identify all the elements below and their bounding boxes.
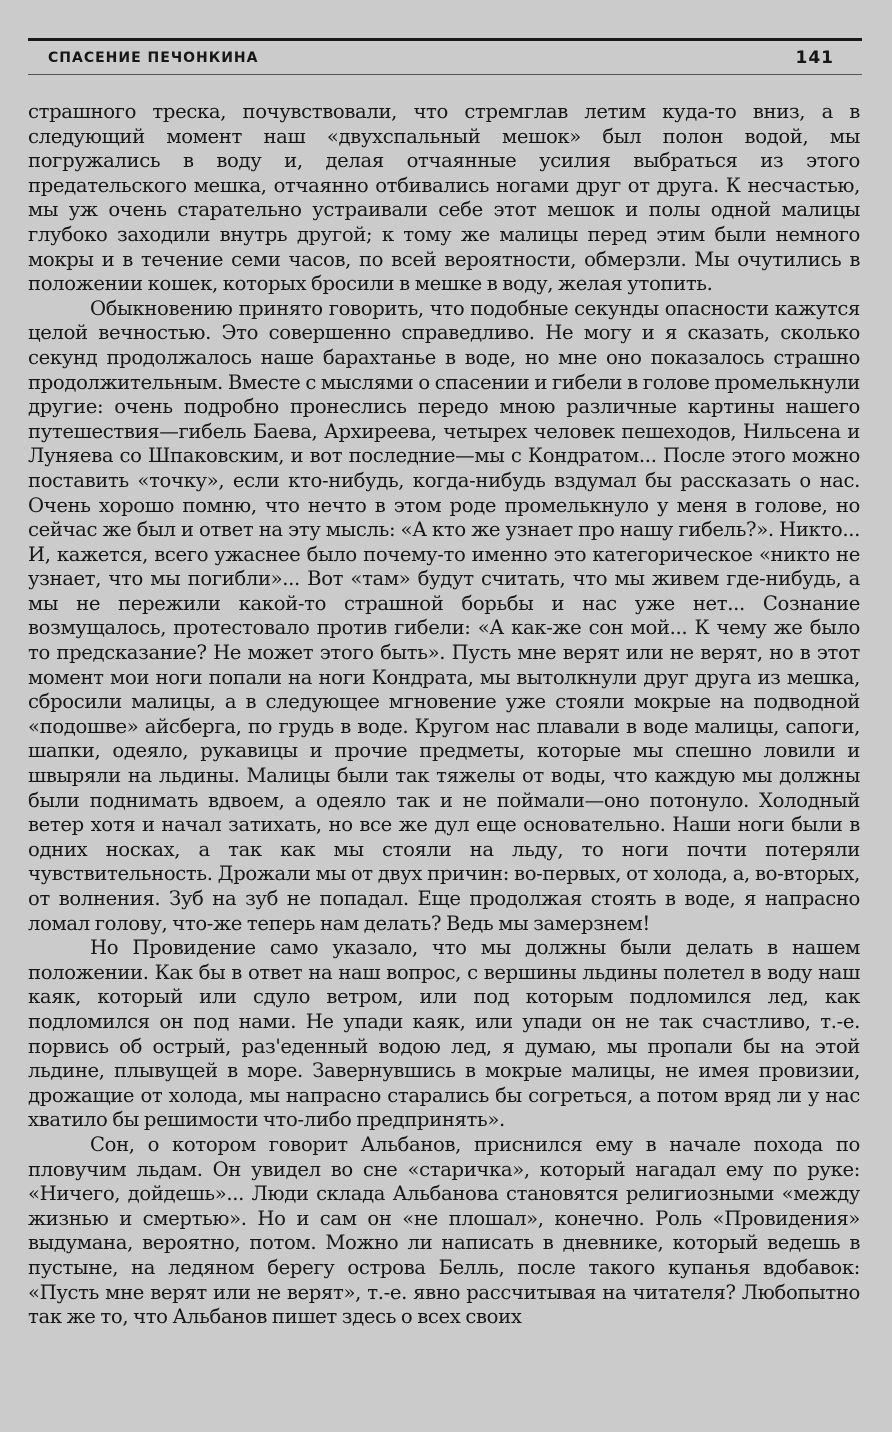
- header-rule: [28, 38, 862, 41]
- page-number: 141: [795, 48, 834, 68]
- paragraph-2: Обыкновению принято говорить, что подобные секунды опасности кажутся целой вечностью. Это совершенно справедливо. Не могу и я сказать, сколько секунд продолжалось наше барахтанье в воде, но мне оно показалось страшно продолжительным. Вместе с мыслями о спасении и гибели в голове промелькнули другие: очень подробно пронеслись передо мною различные картины нашего путешествия—гибель Баева, Архиреева, четырех человек пешеходов, Нильсена и Луняева со Шпаковским, и вот последние—мы с Кондратом... После этого можно поставить «точку», если кто-нибудь, когда-нибудь вздумал бы рассказать о нас. Очень хорошо помню, что нечто в этом роде промелькнуло у меня в голове, но сейчас же был и ответ на эту мысль: «А кто же узнает про нашу гибель?». Никто... И, кажется, всего ужаснее было почему-то именно это категорическое «никто не узнает, что мы погибли»... Вот «там» будут считать, что мы живем где-нибудь, а мы не пережили какой-то страшной борьбы и нас уже нет... Сознание возмущалось, протестовало против гибели: «А как-же сон мой... К чему же было то предсказание? Не может этого быть». Пусть мне верят или не верят, но в этот момент мои ноги попали на ноги Кондрата, мы вытолкнули друг друга из мешка, сбросили малицы, а в следующее мгновение уже стояли мокрые на подводной «подошве» айсберга, по грудь в воде. Кругом нас плавали в воде малицы, сапоги, шапки, одеяло, рукавицы и прочие предметы, которые мы спешно ловили и швыряли на льдины. Малицы были так тяжелы от воды, что каждую мы должны были поднимать вдвоем, а одеяло так и не поймали—оно потонуло. Холодный ветер хотя и начал затихать, но все же дул еще основательно. Наши ноги были в одних носках, а так как мы стояли на льду, то ноги почти потеряли чувствительность. Дрожали мы от двух причин: во-первых, от холода, а, во-вторых, от волнения. Зуб на зуб не попадал. Еще продолжая стоять в воде, я напрасно ломал голову, что-же теперь нам делать? Ведь мы замерзнем!: [28, 296, 860, 935]
- body-text: [28, 100, 860, 1330]
- header-divider: [28, 74, 862, 75]
- running-head: СПАСЕНИЕ ПЕЧОНКИНА: [48, 50, 259, 66]
- paragraph-3: Но Провидение само указало, что мы должны были делать в нашем положении. Как бы в ответ на наш вопрос, с вершины льдины полетел в воду наш каяк, который или сдуло ветром, или под которым подломился лед, как подломился он под нами. Не упади каяк, или упади он не так счастливо, т.-е. порвись об острый, раз'еденный водою лед, я думаю, мы пропали бы на этой льдине, плывущей в море. Завернувшись в мокрые малицы, не имея провизии, дрожащие от холода, мы напрасно старались бы согреться, а потом вряд ли у нас хватило бы решимости что-либо предпринять».: [28, 936, 860, 1132]
- paragraph-1: страшного треска, почувствовали, что стремглав летим куда-то вниз, а в следующий момент наш «двухспальный мешок» был полон водой, мы погружались в воду и, делая отчаянные усилия выбраться из этого предательского мешка, отчаянно отбивались ногами друг от друга. К несчастью, мы уж очень старательно устраивали себе этот мешок и полы одной малицы глубоко заходили внутрь другой; к тому же малицы перед этим были немного мокры и в течение семи часов, по всей вероятности, обмерзли. Мы очутились в положении кошек, которых бросили в мешке в воду, желая утопить.: [28, 100, 860, 296]
- paragraph-4: Сон, о котором говорит Альбанов, приснился ему в начале похода по пловучим льдам. Он увидел во сне «старичка», который нагадал ему по руке: «Ничего, дойдешь»... Люди склада Альбанова становятся религиозными «между жизнью и смертью». Но и сам он «не плошал», конечно. Роль «Провидения» выдумана, вероятно, потом. Можно ли написать в дневнике, который ведешь в пустыне, на ледяном берегу острова Белль, после такого купанья вдобавок: «Пусть мне верят или не верят», т.-е. явно рассчитывая на читателя? Любопытно так же то, что Альбанов пишет здесь о всех своих: [28, 1132, 860, 1329]
- page-header: [48, 46, 834, 70]
